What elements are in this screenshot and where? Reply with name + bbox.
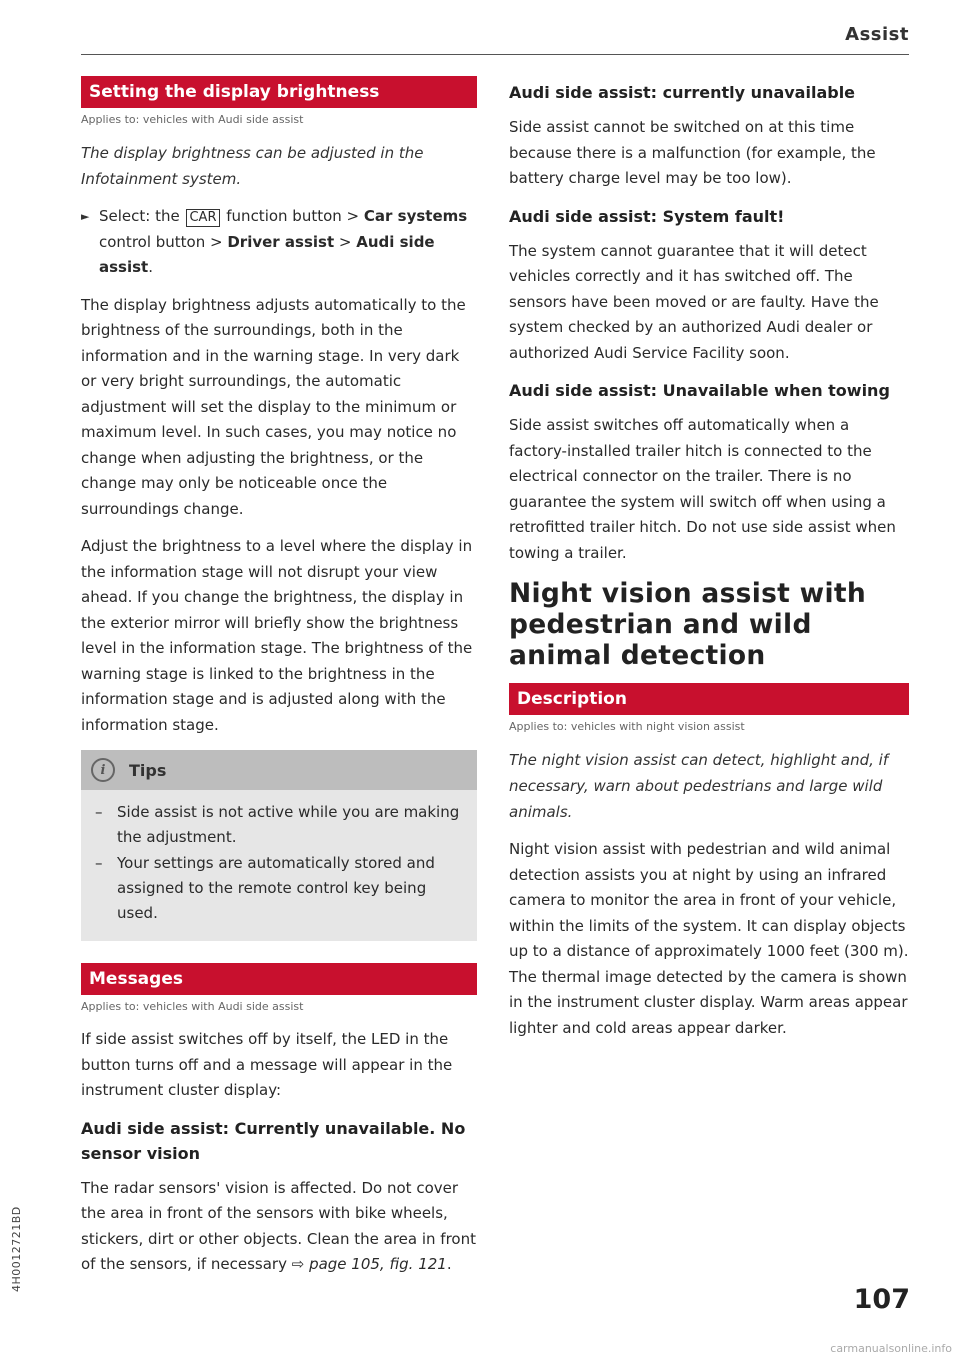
- msg4-title: Audi side assist: Unavailable when towing: [509, 381, 890, 400]
- tips-header: [81, 750, 477, 790]
- brightness-step: [81, 204, 477, 281]
- messages-applies: Applies to: vehicles with Audi side assist: [81, 1000, 304, 1013]
- description-applies: Applies to: vehicles with night vision assist: [509, 720, 745, 733]
- description-para: Night vision assist with pedestrian and wild animal detection assists you at night by using an infrared camera to monitor the area in front of your vehicle, within the limits of the system. It can display objects up to a distance of approximately 1000 feet (300 m). The thermal image detected by the camera is shown in the instrument cluster display. Warm areas appear lighter and cold areas appear darker.: [509, 840, 909, 1037]
- right-column: [509, 76, 909, 1053]
- brightness-para-1: The display brightness adjusts automatically to the brightness of the surroundings, both in the information and in the warning stage. In very dark or very bright surroundings, the automatic adjustment will set the display to the minimum or maximum level. In such cases, you may notice no change when adjusting the brightness, or the change may only be noticeable once the surroundings change.: [81, 295, 466, 518]
- brightness-title: Setting the display brightness: [81, 76, 477, 108]
- tip-item: – Side assist is not active while you are making the adjustment.: [91, 800, 467, 850]
- menu-car-systems: Car systems: [363, 207, 468, 225]
- section-header: Assist: [845, 24, 909, 45]
- step-arrow-icon: ►: [81, 210, 90, 223]
- step-mid1: function button >: [221, 207, 364, 225]
- msg3-title: Audi side assist: System fault!: [509, 206, 785, 226]
- step-end: .: [148, 258, 153, 276]
- watermark: carmanualsonline.info: [830, 1342, 952, 1355]
- msg2-text: Side assist cannot be switched on at this time because there is a malfunction (for example, the battery charge level may be too low).: [509, 118, 876, 187]
- brightness-applies: Applies to: vehicles with Audi side assist: [81, 113, 304, 126]
- description-title: Description: [509, 683, 909, 715]
- msg3-text: The system cannot guarantee that it will detect vehicles correctly and it has switched off. The sensors have been moved or are faulty. Have the system checked by an authorized Audi dealer or authorized Audi Service Facility soon.: [509, 241, 879, 362]
- step-prefix: Select: the: [99, 207, 185, 225]
- tips-list: [81, 800, 477, 926]
- brightness-intro: The display brightness can be adjusted in the Infotainment system.: [81, 144, 424, 188]
- description-intro: The night vision assist can detect, highlight and, if necessary, warn about pedestrians and large wild animals.: [509, 751, 889, 821]
- tip-item: – Your settings are automatically stored and assigned to the remote control key being used.: [91, 851, 467, 926]
- menu-driver-assist: Driver assist: [227, 232, 335, 251]
- tips-title: Tips: [129, 760, 167, 780]
- msg2-title: Audi side assist: currently unavailable: [509, 83, 856, 102]
- page-reference-link[interactable]: ⇨ page 105, fig. 121: [291, 1255, 447, 1273]
- msg4-text: Side assist switches off automatically when a factory-installed trailer hitch is connected to the electrical connector on the trailer. There is no guarantee the system will switch off when using a retrofitted trailer hitch. Do not use side assist when towing a trailer.: [509, 416, 896, 562]
- msg1-text-b: .: [446, 1255, 452, 1273]
- step-mid2: control button >: [99, 232, 228, 251]
- info-icon: i: [91, 758, 115, 782]
- document-code: 4H0012721BD: [10, 1206, 23, 1292]
- messages-para: If side assist switches off by itself, the LED in the button turns off and a message will appear in the instrument cluster display:: [81, 1030, 453, 1099]
- step-mid3: >: [334, 232, 357, 251]
- msg1-text-a: The radar sensors' vision is affected. Do not cover the area in front of the sensors with bike wheels, stickers, dirt or other objects. Clean the area in front of the sensors, if necessary: [81, 1178, 476, 1273]
- tips-box: [81, 750, 477, 941]
- page-number: 107: [853, 1284, 910, 1315]
- menu-audi-side-assist: Audi side assist: [99, 232, 435, 276]
- msg1-title: Audi side assist: Currently unavailable. No sensor vision: [81, 1118, 466, 1163]
- left-column: [81, 76, 477, 1290]
- car-key: CAR: [186, 209, 219, 227]
- brightness-para-2: Adjust the brightness to a level where the display in the information stage will not disrupt your view ahead. If you change the brightness, the display in the exterior mirror will briefly show the brightness level in the information stage. The brightness of the warning stage is linked to the brightness in the information stage and is adjusted along with the information stage.: [81, 537, 473, 734]
- night-vision-heading: Night vision assist with pedestrian and wild animal detection: [509, 578, 866, 671]
- msg1-text: [81, 1176, 477, 1278]
- header-rule: [81, 54, 909, 55]
- messages-title: Messages: [81, 963, 477, 995]
